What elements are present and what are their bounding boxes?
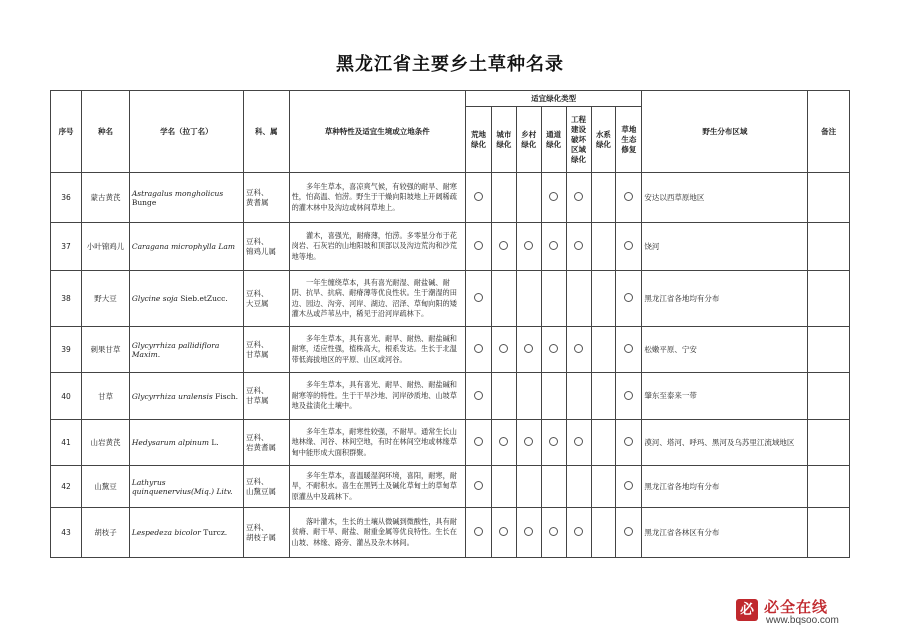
suitable-circle-icon (474, 481, 483, 490)
cell-greening-mark (616, 373, 642, 420)
cell-greening-mark (541, 271, 566, 327)
cell-greening-mark (516, 271, 541, 327)
genus-line: 胡枝子属 (245, 532, 276, 542)
cell-species-name: 野大豆 (82, 271, 130, 327)
suitable-circle-icon (549, 344, 558, 353)
cell-greening-mark (616, 327, 642, 373)
cell-species-name: 山岩黄芪 (82, 420, 130, 466)
cell-family (243, 327, 289, 373)
cell-latin-name (129, 508, 243, 558)
suitable-circle-icon (549, 241, 558, 250)
family-line: 豆科、 (245, 339, 269, 349)
latin-genus-species: Caragana microphylla Lam (131, 242, 235, 251)
genus-line: 大豆属 (245, 298, 269, 308)
cell-greening-mark (491, 271, 516, 327)
suitable-circle-icon (624, 527, 633, 536)
suitable-circle-icon (524, 344, 533, 353)
cell-traits: 灌木，喜强光，耐瘠薄，怕涝。多零星分布于花岗岩、石灰岩的山地阳坡和顶部以及沟边荒沟和沙荒地等地。 (289, 223, 465, 271)
cell-greening-mark (516, 508, 541, 558)
cell-greening-mark (591, 373, 616, 420)
cell-index: 36 (51, 173, 82, 223)
latin-author: Fisch. (215, 391, 239, 401)
family-line: 豆科、 (245, 522, 269, 532)
cell-greening-mark (616, 466, 642, 508)
header-greening-col: 水系绿化 (591, 107, 616, 173)
grass-species-table (50, 90, 850, 558)
cell-greening-mark (616, 271, 642, 327)
suitable-circle-icon (574, 241, 583, 250)
family-line: 豆科、 (245, 386, 269, 395)
watermark-url: www.bqsoo.com (766, 615, 839, 626)
genus-line: 岩黄耆属 (245, 442, 276, 452)
cell-greening-mark (516, 173, 541, 223)
cell-distribution: 松嫩平原、宁安 (642, 327, 808, 373)
cell-greening-mark (566, 420, 591, 466)
cell-remarks (808, 271, 850, 327)
cell-distribution: 漠河、塔河、呼玛、黑河及乌苏里江流域地区 (642, 420, 808, 466)
cell-greening-mark (591, 327, 616, 373)
latin-genus-species: Lathyrus quinquenervius(Miq.) Litv. (131, 477, 233, 496)
cell-greening-mark (591, 271, 616, 327)
latin-genus-species: Glycyrrhiza uralensis (131, 391, 213, 401)
suitable-circle-icon (474, 391, 483, 400)
cell-latin-name (129, 173, 243, 223)
suitable-circle-icon (624, 344, 633, 353)
cell-distribution: 安达以西草原地区 (642, 173, 808, 223)
suitable-circle-icon (624, 437, 633, 446)
cell-greening-mark (516, 466, 541, 508)
table-row (51, 173, 850, 223)
cell-greening-mark (466, 223, 492, 271)
cell-greening-mark (566, 466, 591, 508)
page-title: 黑龙江省主要乡土草种名录 (336, 54, 564, 75)
cell-family (243, 223, 289, 271)
cell-greening-mark (541, 223, 566, 271)
cell-remarks (808, 223, 850, 271)
cell-family (243, 173, 289, 223)
cell-greening-mark (491, 173, 516, 223)
cell-species-name: 甘草 (82, 373, 130, 420)
suitable-circle-icon (549, 527, 558, 536)
suitable-circle-icon (574, 344, 583, 353)
table-row (51, 508, 850, 558)
suitable-circle-icon (524, 437, 533, 446)
suitable-circle-icon (474, 437, 483, 446)
cell-index: 43 (51, 508, 82, 558)
cell-latin-name (129, 466, 243, 508)
cell-species-name: 小叶锦鸡儿 (82, 223, 130, 271)
header-greening-col: 草地生态修复 (616, 107, 642, 173)
latin-author: L. (211, 438, 219, 447)
cell-greening-mark (541, 327, 566, 373)
suitable-circle-icon (499, 241, 508, 250)
cell-greening-mark (591, 508, 616, 558)
cell-greening-mark (466, 373, 492, 420)
cell-latin-name (129, 271, 243, 327)
latin-genus-species: Hedysarum alpinum (131, 438, 209, 447)
header-greening-col: 工程建设破坏区域绿化 (566, 107, 591, 173)
cell-greening-mark (566, 508, 591, 558)
cell-family (243, 508, 289, 558)
header-distribution: 野生分布区域 (642, 91, 808, 173)
cell-remarks (808, 373, 850, 420)
cell-greening-mark (491, 508, 516, 558)
latin-author: Sieb.etZucc. (180, 294, 228, 303)
cell-greening-mark (566, 223, 591, 271)
suitable-circle-icon (624, 192, 633, 201)
cell-greening-mark (616, 223, 642, 271)
cell-distribution: 黑龙江省各地均有分布 (642, 271, 808, 327)
cell-traits: 多年生草本，具有喜光、耐旱、耐热、耐盐碱和耐寒等的特性。生于干旱沙地、河岸砂质地、山坡草地及盐渍化土壤中。 (289, 373, 465, 420)
cell-greening-mark (491, 420, 516, 466)
header-latin: 学名（拉丁名） (129, 91, 243, 173)
cell-greening-mark (466, 271, 492, 327)
cell-distribution: 饶河 (642, 223, 808, 271)
cell-greening-mark (591, 466, 616, 508)
cell-species-name: 刺果甘草 (82, 327, 130, 373)
table-row (51, 223, 850, 271)
cell-greening-mark (566, 271, 591, 327)
family-line: 豆科、 (245, 187, 269, 197)
table-row (51, 373, 850, 420)
family-line: 豆科、 (245, 236, 269, 246)
cell-remarks (808, 466, 850, 508)
cell-greening-mark (516, 420, 541, 466)
family-line: 豆科、 (245, 288, 269, 298)
cell-family (243, 373, 289, 420)
cell-greening-mark (516, 327, 541, 373)
cell-distribution: 黑龙江省各林区有分布 (642, 508, 808, 558)
cell-species-name: 胡枝子 (82, 508, 130, 558)
cell-family (243, 466, 289, 508)
suitable-circle-icon (499, 344, 508, 353)
table-row (51, 420, 850, 466)
cell-greening-mark (566, 173, 591, 223)
cell-latin-name (129, 373, 243, 420)
cell-remarks (808, 508, 850, 558)
cell-traits: 一年生缠绕草本，具有喜光耐湿、耐盐碱、耐阴、抗旱、抗病、耐瘠薄等优良性状。生于潮湿的田边、园边、沟旁、河岸、湖边、沼泽、草甸向阳的矮灌木丛或芦苇丛中，稀见于沿河岸疏林下。 (289, 271, 465, 327)
watermark-site-name: 必全在线 (764, 598, 829, 616)
cell-traits: 落叶灌木，生长的土壤从微碱到微酸性，具有耐贫瘠、耐干旱、耐盐、耐重金属等优良特性。生长在山坡、林缘、路旁、灌丛及杂木林间。 (289, 508, 465, 558)
table-row (51, 466, 850, 508)
latin-author: Bunge (131, 197, 157, 207)
suitable-circle-icon (474, 241, 483, 250)
cell-remarks (808, 173, 850, 223)
table-row (51, 271, 850, 327)
cell-index: 40 (51, 373, 82, 420)
cell-greening-mark (591, 420, 616, 466)
cell-greening-mark (466, 173, 492, 223)
cell-latin-name (129, 327, 243, 373)
suitable-circle-icon (574, 527, 583, 536)
header-greening-col: 乡村绿化 (516, 107, 541, 173)
cell-index: 41 (51, 420, 82, 466)
suitable-circle-icon (624, 241, 633, 250)
suitable-circle-icon (624, 391, 633, 400)
cell-traits: 多年生草本，耐寒性较强，不耐旱。通常生长山地林缘、河谷、林间空地，有时在林间空地或林缘草甸中能形成大面积群聚。 (289, 420, 465, 466)
cell-greening-mark (541, 173, 566, 223)
cell-greening-mark (541, 466, 566, 508)
suitable-circle-icon (499, 437, 508, 446)
suitable-circle-icon (574, 192, 583, 201)
header-remarks: 备注 (808, 91, 850, 173)
header-greening-col: 通道绿化 (541, 107, 566, 173)
cell-greening-mark (466, 508, 492, 558)
cell-greening-mark (466, 327, 492, 373)
table-row (51, 327, 850, 373)
cell-greening-mark (541, 508, 566, 558)
cell-index: 39 (51, 327, 82, 373)
suitable-circle-icon (524, 241, 533, 250)
cell-traits: 多年生草本，喜温暖湿润环境，喜阳，耐寒，耐旱，不耐积水。喜生在黑钙土及碱化草甸土的草甸草原灌丛中及疏林下。 (289, 466, 465, 508)
header-greening-types: 适宜绿化类型 (466, 91, 642, 107)
cell-species-name: 蒙古黄芪 (82, 173, 130, 223)
suitable-circle-icon (549, 192, 558, 201)
header-greening-col: 城市绿化 (491, 107, 516, 173)
cell-index: 37 (51, 223, 82, 271)
header-greening-col: 荒地绿化 (466, 107, 492, 173)
family-line: 豆科、 (245, 476, 269, 486)
cell-greening-mark (591, 173, 616, 223)
cell-latin-name (129, 223, 243, 271)
cell-greening-mark (491, 373, 516, 420)
suitable-circle-icon (624, 293, 633, 302)
cell-family (243, 420, 289, 466)
cell-greening-mark (491, 223, 516, 271)
cell-greening-mark (616, 508, 642, 558)
cell-species-name: 山黧豆 (82, 466, 130, 508)
cell-index: 42 (51, 466, 82, 508)
genus-line: 甘草属 (245, 349, 269, 359)
latin-genus-species: Glycyrrhiza pallidiflora Maxim. (131, 340, 220, 359)
site-logo: 必 (736, 599, 758, 621)
genus-line: 黄耆属 (245, 197, 269, 207)
header-traits: 草种特性及适宜生境或立地条件 (289, 91, 465, 173)
suitable-circle-icon (474, 344, 483, 353)
cell-greening-mark (466, 466, 492, 508)
latin-genus-species: Lespedeza bicolor (131, 528, 201, 537)
suitable-circle-icon (574, 437, 583, 446)
genus-line: 甘草属 (245, 396, 269, 405)
cell-remarks (808, 420, 850, 466)
latin-genus-species: Astragalus mongholicus (131, 188, 224, 198)
suitable-circle-icon (549, 437, 558, 446)
suitable-circle-icon (499, 527, 508, 536)
cell-greening-mark (466, 420, 492, 466)
suitable-circle-icon (624, 481, 633, 490)
cell-latin-name (129, 420, 243, 466)
latin-genus-species: Glycine soja (131, 294, 178, 303)
cell-index: 38 (51, 271, 82, 327)
cell-greening-mark (516, 223, 541, 271)
suitable-circle-icon (524, 527, 533, 536)
suitable-circle-icon (474, 192, 483, 201)
header-name: 种名 (82, 91, 130, 173)
cell-greening-mark (491, 327, 516, 373)
cell-distribution: 肇东至泰来一带 (642, 373, 808, 420)
cell-greening-mark (541, 420, 566, 466)
latin-author: Turcz. (203, 528, 228, 537)
cell-traits: 多年生草本，喜凉爽气候，有较强的耐旱、耐寒性，怕高温、怕涝。野生于干燥向阳坡地上开阔稀疏的灌木林中及沟边或林间草地上。 (289, 173, 465, 223)
cell-family (243, 271, 289, 327)
cell-greening-mark (566, 327, 591, 373)
cell-greening-mark (541, 373, 566, 420)
cell-greening-mark (616, 420, 642, 466)
cell-traits: 多年生草本，具有喜光、耐旱、耐热、耐盐碱和耐寒，适应性强，植株高大，根系发达。生长于北温带低海拔地区的平原、山区或河谷。 (289, 327, 465, 373)
family-line: 豆科、 (245, 432, 269, 442)
genus-line: 锦鸡儿属 (245, 246, 276, 256)
suitable-circle-icon (474, 527, 483, 536)
genus-line: 山黧豆属 (245, 486, 276, 496)
cell-greening-mark (516, 373, 541, 420)
header-index: 序号 (51, 91, 82, 173)
cell-distribution: 黑龙江省各地均有分布 (642, 466, 808, 508)
cell-greening-mark (591, 223, 616, 271)
header-family: 科、属 (243, 91, 289, 173)
cell-greening-mark (566, 373, 591, 420)
cell-remarks (808, 327, 850, 373)
suitable-circle-icon (474, 293, 483, 302)
cell-greening-mark (616, 173, 642, 223)
cell-greening-mark (491, 466, 516, 508)
